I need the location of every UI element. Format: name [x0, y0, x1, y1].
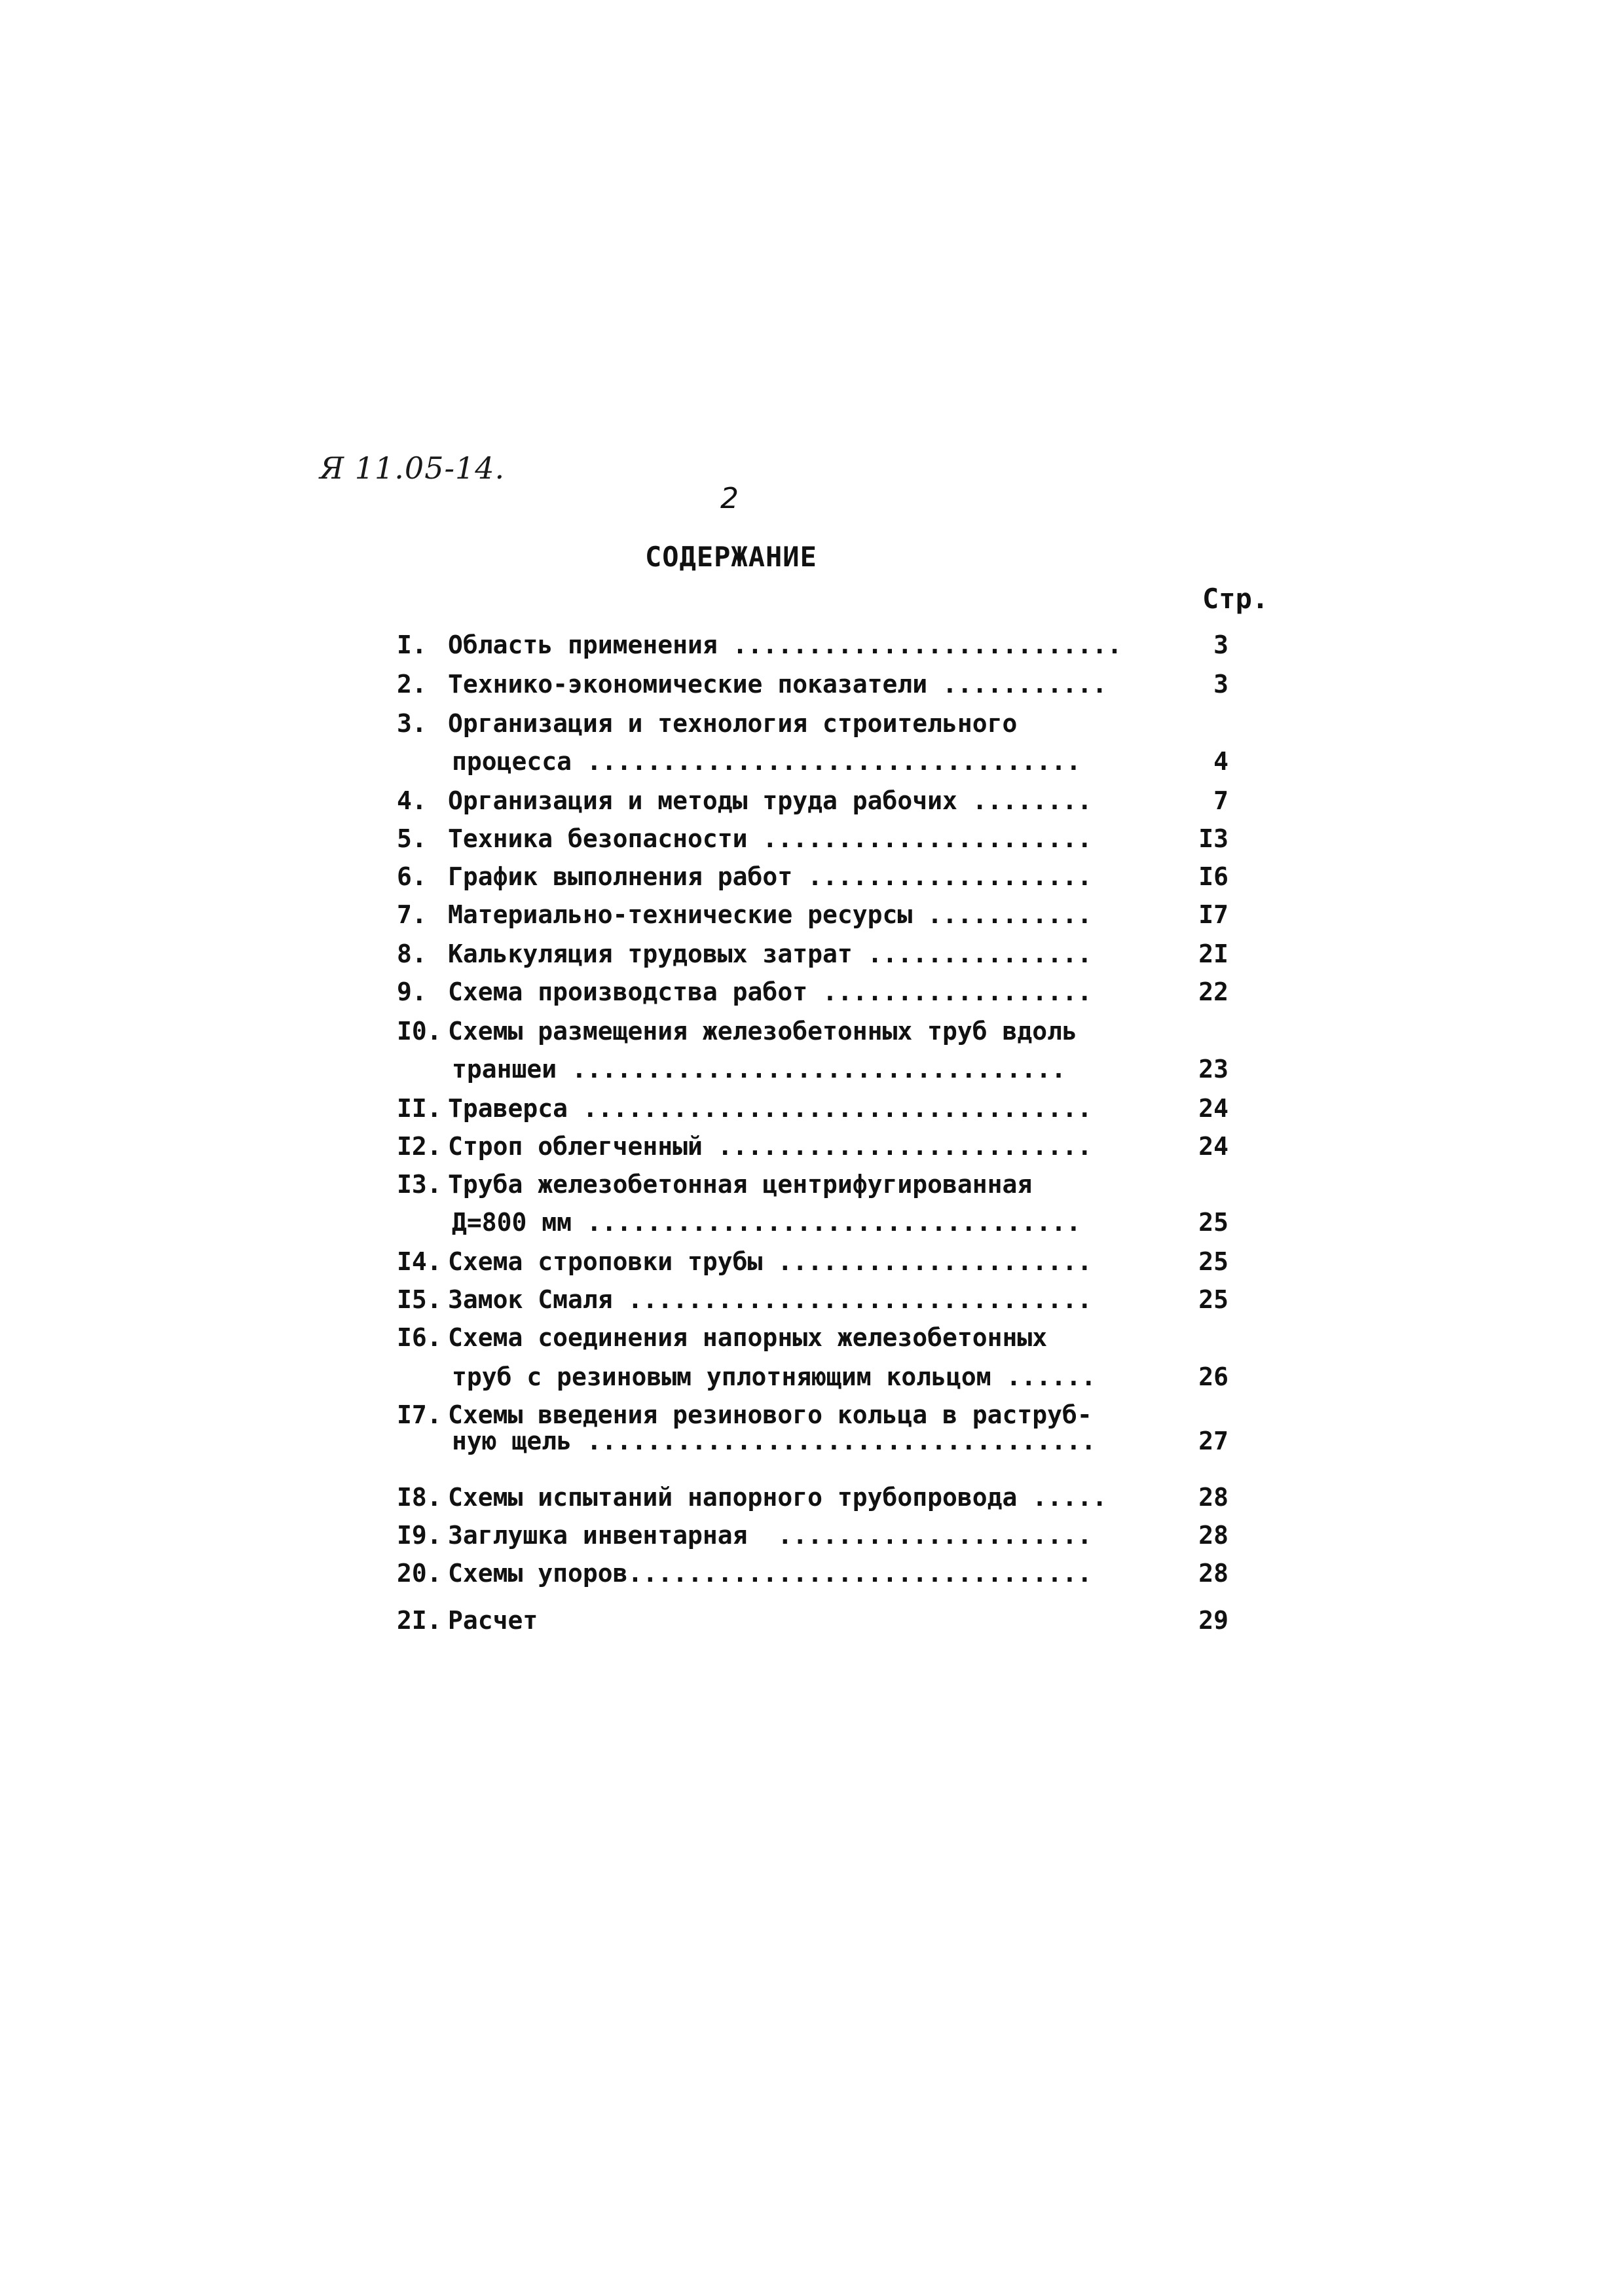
toc-entry — [397, 1321, 1255, 1354]
toc-entry-text: Замок Смаля ............................... — [448, 1285, 1092, 1314]
toc-entry-number: 2I. — [397, 1606, 442, 1635]
toc-entry-text: Заглушка инвентарная ..................... — [448, 1521, 1092, 1550]
toc-entry-page: 23 — [1198, 1055, 1228, 1084]
toc-entry-number: 9. — [397, 977, 427, 1006]
toc-entry — [397, 1206, 1255, 1239]
toc-entry-text: труб с резиновым уплотняющим кольцом ...... — [452, 1362, 1096, 1391]
toc-entry-number: I5. — [397, 1285, 442, 1314]
toc-entry — [397, 1481, 1255, 1514]
toc-entry-page: I6 — [1198, 862, 1228, 891]
toc-entry-text: Схема производства работ .................. — [448, 977, 1092, 1006]
toc-entry-number: I4. — [397, 1247, 442, 1276]
toc-entry-number: 5. — [397, 824, 427, 853]
toc-entry — [397, 898, 1255, 931]
toc-entry — [397, 1130, 1255, 1163]
page-number: 2 — [720, 482, 739, 515]
toc-entry-number: I8. — [397, 1483, 442, 1512]
toc-entry-text: процесса ................................. — [452, 747, 1081, 776]
toc-entry-page: 3 — [1213, 670, 1228, 699]
toc-entry-text: Траверса .................................. — [448, 1094, 1092, 1123]
toc-entry-text: Организация и методы труда рабочих ........ — [448, 786, 1092, 815]
toc-entry-text: График выполнения работ ................... — [448, 862, 1092, 891]
toc-entry-page: 29 — [1198, 1606, 1228, 1635]
toc-entry-page: 25 — [1198, 1285, 1228, 1314]
toc-entry-text: траншеи ................................. — [452, 1055, 1066, 1084]
toc-entry-number: II. — [397, 1094, 442, 1123]
toc-entry-page: I3 — [1198, 824, 1228, 853]
page-column-header: Стр. — [1202, 583, 1269, 615]
toc-entry-page: 28 — [1198, 1483, 1228, 1512]
toc-entry-page: 25 — [1198, 1247, 1228, 1276]
toc-entry-text: Технико-экономические показатели ........... — [448, 670, 1107, 699]
toc-entry — [397, 975, 1255, 1008]
toc-entry-page: 28 — [1198, 1521, 1228, 1550]
toc-entry — [397, 860, 1255, 893]
toc-entry-text: Д=800 мм ................................. — [452, 1208, 1081, 1237]
toc-entry-page: 2I — [1198, 939, 1228, 968]
toc-entry-page: 24 — [1198, 1132, 1228, 1161]
toc-entry — [397, 1092, 1255, 1125]
toc-entry-number: 8. — [397, 939, 427, 968]
toc-entry-page: 3 — [1213, 630, 1228, 659]
toc-entry-text: Расчет — [448, 1606, 538, 1635]
toc-entry — [397, 1519, 1255, 1552]
toc-entry-number: I3. — [397, 1170, 442, 1199]
toc-entry-number: 2. — [397, 670, 427, 699]
toc-entry — [397, 1557, 1255, 1590]
toc-entry-number: 3. — [397, 709, 427, 738]
handwritten-document-code: Я 11.05-14. — [320, 450, 506, 486]
toc-entry-number: I2. — [397, 1132, 442, 1161]
toc-entry-number: 20. — [397, 1559, 442, 1588]
toc-entry-page: 27 — [1198, 1427, 1228, 1455]
toc-entry-text: Схемы упоров............................... — [448, 1559, 1092, 1588]
toc-entry-page: 24 — [1198, 1094, 1228, 1123]
toc-entry-page: 25 — [1198, 1208, 1228, 1237]
toc-entry-text: Схема строповки трубы ..................... — [448, 1247, 1092, 1276]
toc-entry-page: 4 — [1213, 747, 1228, 776]
toc-entry-number: 4. — [397, 786, 427, 815]
toc-entry — [397, 1015, 1255, 1048]
toc-entry-text: Труба железобетонная центрифугированная — [448, 1170, 1033, 1199]
toc-entry-page: I7 — [1198, 900, 1228, 929]
toc-entry-text: Область применения .......................... — [448, 630, 1122, 659]
toc-entry-number: I. — [397, 630, 427, 659]
toc-entry — [397, 745, 1255, 778]
toc-entry-text: Материально-технические ресурсы ........... — [448, 900, 1092, 929]
toc-entry — [397, 668, 1255, 701]
toc-entry-text: Калькуляция трудовых затрат ............... — [448, 939, 1092, 968]
toc-entry — [397, 1283, 1255, 1316]
toc-entry-text: Организация и технология строительного — [448, 709, 1018, 738]
toc-entry — [397, 938, 1255, 970]
toc-entry — [397, 1360, 1255, 1393]
toc-entry-text: Схемы размещения железобетонных труб вдоль — [448, 1017, 1077, 1046]
toc-entry — [397, 1245, 1255, 1278]
toc-title: СОДЕРЖАНИЕ — [645, 541, 817, 573]
toc-entry-text: ную щель .................................. — [452, 1427, 1096, 1455]
toc-entry-page: 26 — [1198, 1362, 1228, 1391]
toc-entry — [397, 707, 1255, 740]
toc-entry-text: Схемы введения резинового кольца в раструб- — [448, 1400, 1092, 1429]
toc-entry-text: Схемы испытаний напорного трубопровода ..... — [448, 1483, 1107, 1512]
toc-entry-page: 22 — [1198, 977, 1228, 1006]
toc-entry — [397, 1168, 1255, 1201]
toc-entry-page: 28 — [1198, 1559, 1228, 1588]
toc-entry-text: Техника безопасности ...................... — [448, 824, 1092, 853]
toc-entry-number: I0. — [397, 1017, 442, 1046]
toc-entry-text: Схема соединения напорных железобетонных — [448, 1323, 1048, 1352]
toc-entry-number: I7. — [397, 1400, 442, 1429]
toc-entry-number: I9. — [397, 1521, 442, 1550]
toc-entry — [397, 822, 1255, 855]
toc-entry-page: 7 — [1213, 786, 1228, 815]
toc-entry-number: 6. — [397, 862, 427, 891]
toc-entry — [397, 1053, 1255, 1085]
toc-entry — [397, 1604, 1255, 1637]
toc-entry-number: I6. — [397, 1323, 442, 1352]
toc-entry — [397, 784, 1255, 817]
toc-entry — [397, 1425, 1255, 1457]
toc-entry — [397, 629, 1255, 661]
toc-entry-number: 7. — [397, 900, 427, 929]
toc-entry-text: Строп облегченный ......................... — [448, 1132, 1092, 1161]
